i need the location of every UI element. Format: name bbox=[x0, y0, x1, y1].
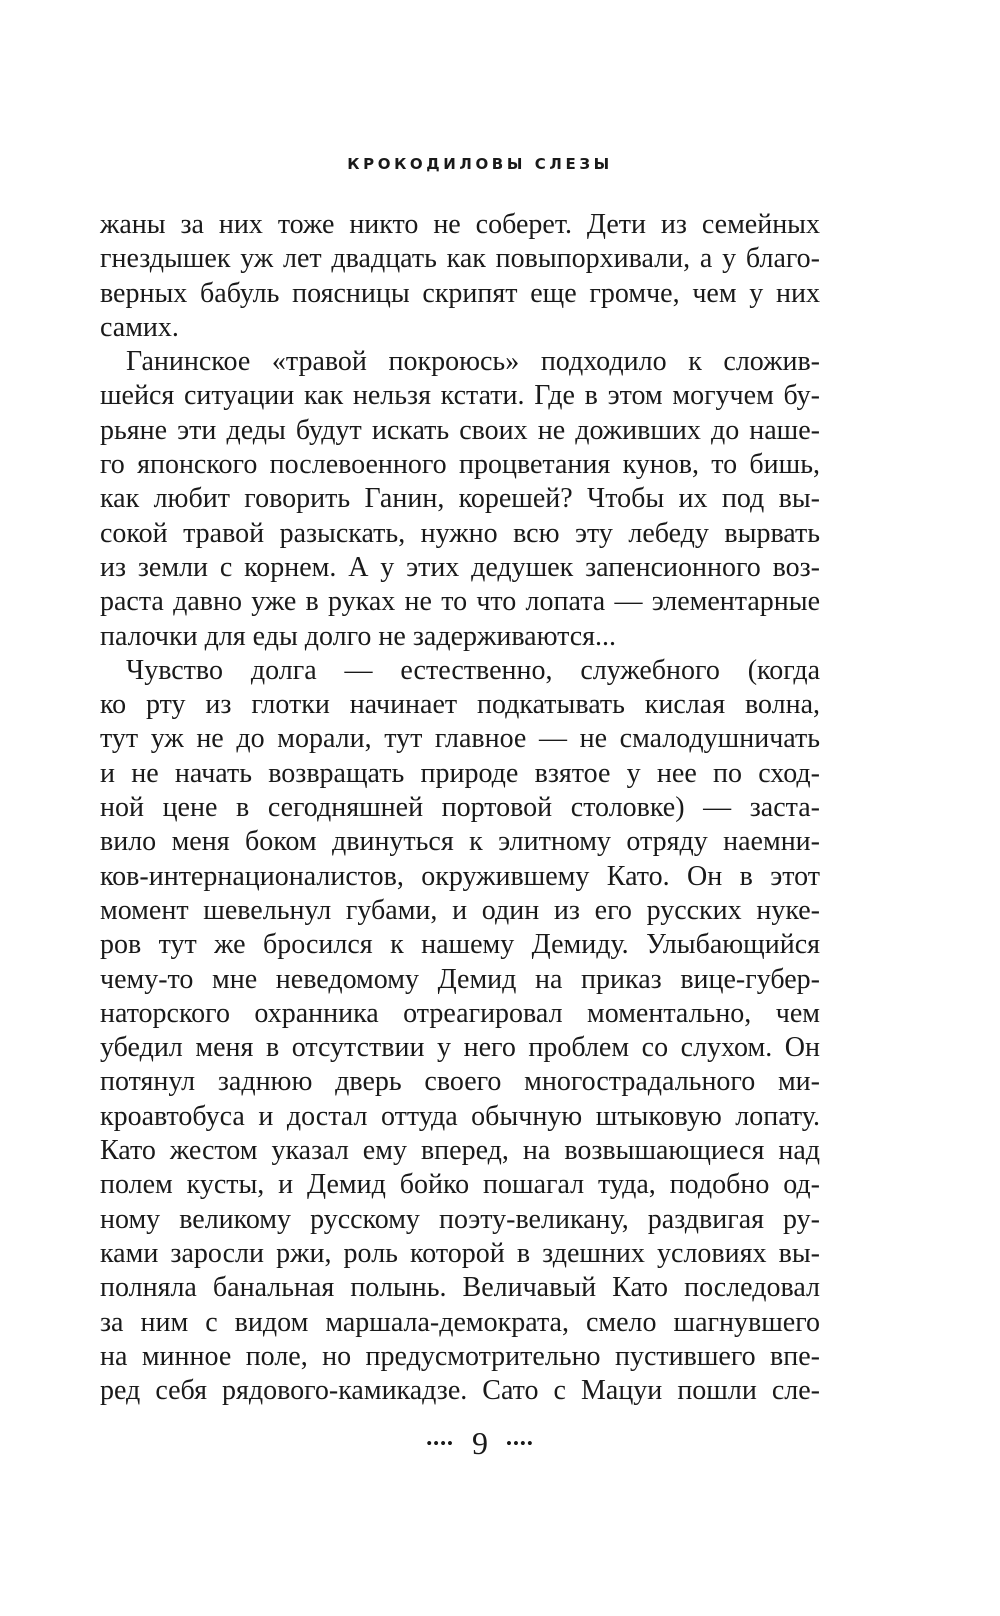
page-number-value: 9 bbox=[472, 1425, 488, 1461]
text-line: Ганинское «травой покроюсь» подходило к сложив- bbox=[126, 346, 820, 378]
text-line: рьяне эти деды будут искать своих не доживших до наше- bbox=[100, 414, 820, 446]
text-line: вило меня боком двинуться к элитному отряду наемни- bbox=[100, 826, 820, 858]
text-line: ной цене в сегодняшней портовой столовке) — заста- bbox=[100, 792, 820, 824]
text-line: полем кусты, и Демид бойко пошагал туда, подобно од- bbox=[100, 1169, 820, 1201]
text-line: на минное поле, но предусмотрительно пустившего впе- bbox=[100, 1340, 820, 1372]
text-line: Като жестом указал ему вперед, на возвышающиеся над bbox=[100, 1135, 820, 1167]
text-line: и не начать возвращать природе взятое у нее по сход- bbox=[100, 757, 820, 789]
text-line: убедил меня в отсутствии у него проблем со слухом. Он bbox=[100, 1032, 820, 1064]
folio-ornament-left: •••• bbox=[426, 1433, 454, 1453]
text-line: как любит говорить Ганин, корешей? Чтобы их под вы- bbox=[100, 483, 820, 515]
text-line: ками заросли ржи, роль которой в здешних условиях вы- bbox=[100, 1237, 820, 1269]
text-line: чему-то мне неведомому Демид на приказ вице-губер- bbox=[100, 963, 820, 995]
page-number bbox=[0, 1425, 960, 1462]
body-text bbox=[100, 208, 820, 1408]
text-line: сокой травой разыскать, нужно всю эту лебеду вырвать bbox=[100, 517, 820, 549]
text-line: тут уж не до морали, тут главное — не смалодушничать bbox=[100, 723, 820, 755]
text-line: палочки для еды долго не задерживаются... bbox=[100, 620, 617, 652]
text-line: наторского охранника отреагировал моментально, чем bbox=[100, 997, 820, 1029]
text-line: ко рту из глотки начинает подкатывать кислая волна, bbox=[100, 689, 820, 721]
text-line: ному великому русскому поэту-великану, раздвигая ру- bbox=[100, 1203, 820, 1235]
text-line: гнездышек уж лет двадцать как повыпорхивали, а у благо- bbox=[100, 243, 820, 275]
text-line: потянул заднюю дверь своего многострадального ми- bbox=[100, 1066, 820, 1098]
text-line: жаны за них тоже никто не соберет. Дети из семейных bbox=[100, 209, 820, 240]
text-line: ров тут же бросился к нашему Демиду. Улыбающийся bbox=[100, 929, 820, 961]
text-line: шейся ситуации как нельзя кстати. Где в этом могучем бу- bbox=[100, 380, 820, 412]
folio-ornament-right: •••• bbox=[506, 1433, 534, 1453]
text-line: из земли с корнем. А у этих дедушек запенсионного воз- bbox=[100, 551, 820, 583]
text-line: ред себя рядового-камикадзе. Сато с Мацуи пошли сле- bbox=[100, 1375, 820, 1407]
running-head: КРОКОДИЛОВЫ СЛЕЗЫ bbox=[347, 155, 613, 173]
text-line: за ним с видом маршала-демократа, смело шагнувшего bbox=[100, 1306, 820, 1338]
text-line: Чувство долга — естественно, служебного (когда bbox=[126, 654, 820, 686]
text-line: полняла банальная полынь. Величавый Като последовал bbox=[100, 1272, 820, 1304]
text-line: верных бабуль поясницы скрипят еще громче, чем у них bbox=[100, 277, 820, 309]
text-line: го японского послевоенного процветания кунов, то бишь, bbox=[100, 449, 820, 481]
text-line: кроавтобуса и достал оттуда обычную штыковую лопату. bbox=[100, 1100, 820, 1132]
text-line: момент шевельнул губами, и один из его русских нуке- bbox=[100, 894, 820, 926]
text-line: раста давно уже в руках не то что лопата — элементарные bbox=[100, 586, 820, 618]
text-line: ков-интернационалистов, окружившему Като. Он в этот bbox=[100, 860, 820, 892]
text-line: самих. bbox=[100, 311, 179, 343]
